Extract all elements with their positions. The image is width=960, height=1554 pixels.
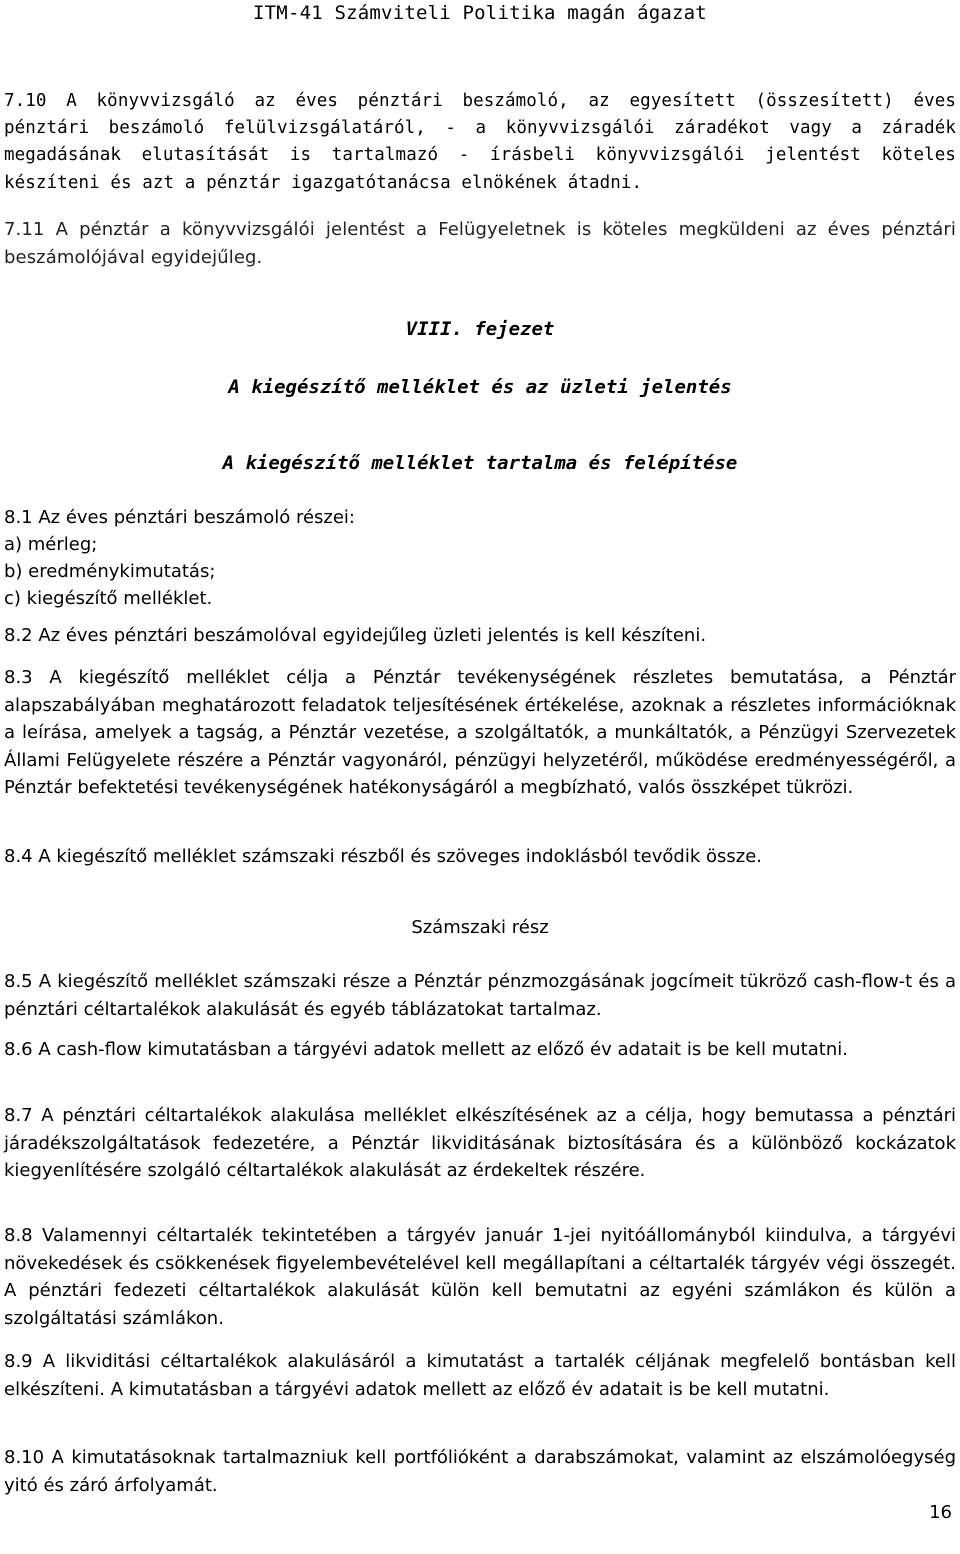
paragraph-8-2: 8.2 Az éves pénztári beszámolóval egyidejűleg üzleti jelentés is kell készíteni. bbox=[4, 625, 707, 646]
paragraph-8-8: 8.8 Valamennyi céltartalék tekintetében a tárgyév január 1-jei nyitóállományból kiindulva, a tárgyévi növekedések és csökkenések figyelembevételével kell megállapítani a céltartalék tárgyév végi összegét. A pénztári fedezeti céltartalékok alakulását külön kell bemutatni az egyéni számlákon és külön a szolgáltatási számlákon. bbox=[4, 1225, 956, 1329]
section-title: A kiegészítő melléklet tartalma és felépítése bbox=[222, 452, 738, 474]
paragraph-7-10: 7.10 A könyvvizsgáló az éves pénztári beszámoló, az egyesített (összesített) éves pénztári beszámoló felülvizsgálatáról, - a könyvvizsgálói záradékot vagy a záradék megadásának elutasítását is tartalmazó - írásbeli könyvvizsgálói jelentést köteles készíteni és azt a pénztár igazgatótanácsa elnökének átadni. bbox=[4, 91, 956, 193]
list-intro-8-1: 8.1 Az éves pénztári beszámoló részei: bbox=[4, 507, 355, 528]
paragraph-7-11: 7.11 A pénztár a könyvvizsgálói jelentést a Felügyeletnek is köteles megküldeni az éves pénztári beszámolójával egyidejűleg. bbox=[4, 219, 956, 268]
paragraph-8-5: 8.5 A kiegészítő melléklet számszaki része a Pénztár pénzmozgásának jogcímeit tükröző cash-flow-t és a pénztári céltartalékok alakulását és egyéb táblázatokat tartalmaz. bbox=[4, 971, 956, 1020]
list-item: a) mérleg; bbox=[4, 534, 98, 555]
paragraph-8-3: 8.3 A kiegészítő melléklet célja a Pénztár tevékenységének részletes bemutatása, a Pénztár alapszabályában meghatározott feladatok teljesítésének értékelése, azoknak a részletes információknak a leírása, amelyek a tagság, a Pénztár vezetése, a szolgáltatók, a munkáltatók, a Pénzügyi Szervezetek Állami Felügyelete részére a Pénztár vagyonáról, pénzügyi helyzetéről, működése eredményességéről, a Pénztár befektetési tevékenységének hatékonyságáról a megbízható, valós összképet tükrözi. bbox=[4, 667, 956, 798]
paragraph-8-10: 8.10 A kimutatásoknak tartalmazniuk kell portfólióként a darabszámokat, valamint az elszámolóegység yitó és záró árfolyamát. bbox=[4, 1447, 956, 1496]
paragraph-8-7: 8.7 A pénztári céltartalékok alakulása melléklet elkészítésének az a célja, hogy bemutassa a pénztári járadékszolgáltatások fedezetére, a Pénztár likviditásának biztosítására és a különböző kockázatok kiegyenlítésére szolgáló céltartalékok alakulását az érdekeltek részére. bbox=[4, 1105, 956, 1181]
paragraph-8-9: 8.9 A likviditási céltartalékok alakulásáról a kimutatást a tartalék céljának megfelelő bontásban kell elkészíteni. A kimutatásban a tárgyévi adatok mellett az előző év adatait is be kell mutatni. bbox=[4, 1351, 956, 1400]
list-item: c) kiegészítő melléklet. bbox=[4, 588, 213, 609]
subheading-szamszaki-resz: Számszaki rész bbox=[411, 917, 549, 938]
paragraph-8-4: 8.4 A kiegészítő melléklet számszaki részből és szöveges indoklásból tevődik össze. bbox=[4, 846, 762, 867]
page-number: 16 bbox=[929, 1502, 952, 1523]
chapter-number: VIII. fejezet bbox=[405, 318, 555, 340]
list-item: b) eredménykimutatás; bbox=[4, 561, 216, 582]
page-header: ITM-41 Számviteli Politika magán ágazat bbox=[253, 2, 707, 24]
chapter-title: A kiegészítő melléklet és az üzleti jelentés bbox=[228, 376, 732, 398]
paragraph-8-6: 8.6 A cash-flow kimutatásban a tárgyévi adatok mellett az előző év adatait is be kell mutatni. bbox=[4, 1039, 848, 1060]
